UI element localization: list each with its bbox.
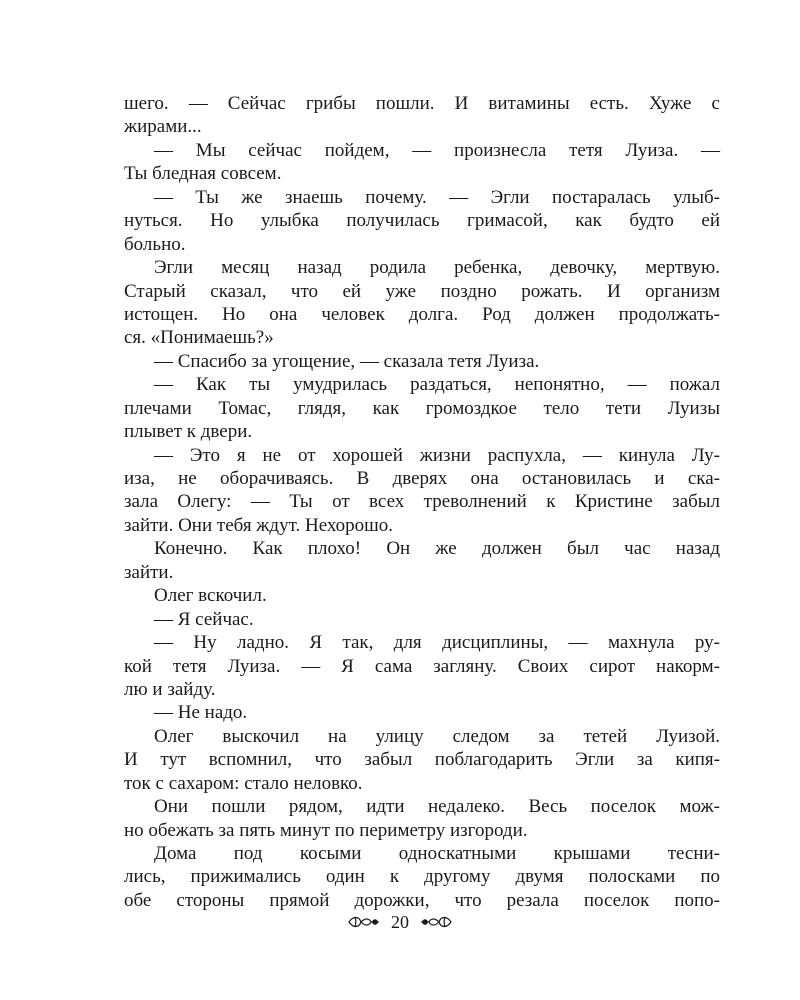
text-line: Олег вскочил. — [154, 585, 267, 607]
page-number: 20 — [391, 912, 409, 932]
text-line: — Не надо. — [154, 702, 248, 724]
floral-ornament-icon — [419, 914, 453, 930]
floral-ornament-icon — [347, 914, 381, 930]
text-line: — Я сейчас. — [154, 608, 254, 630]
text-line: зайти. Они тебя ждут. Нехорошо. — [124, 514, 394, 536]
text-line: плечами Томас, глядя, как громоздкое тело тети Луизы — [124, 397, 720, 419]
text-line: иза, не оборачиваясь. В дверях она остановилась и ска- — [124, 468, 720, 489]
page-footer — [0, 907, 800, 937]
text-line: но обежать за пять минут по периметру изгороди. — [124, 819, 528, 841]
text-line: истощен. Но она человек долга. Род должен продолжать- — [124, 303, 720, 325]
text-line: Эгли месяц назад родила ребенка, девочку, мертвую. — [154, 257, 720, 279]
text-line: Дома под косыми односкатными крышами тесни- — [154, 843, 720, 864]
text-line: жирами... — [124, 116, 202, 138]
text-line: лю и зайду. — [124, 678, 216, 700]
text-line: Конечно. Как плохо! Он же должен был час назад — [154, 538, 720, 560]
text-line: — Это я не от хорошей жизни распухла, — кинула Лу- — [154, 444, 720, 466]
text-line: шего. — Сейчас грибы пошли. И витамины есть. Хуже с — [124, 93, 720, 114]
text-line: Олег выскочил на улицу следом за тетей Луизой. — [154, 725, 720, 747]
text-line: больно. — [124, 233, 186, 255]
text-line: — Ну ладно. Я так, для дисциплины, — махнула ру- — [154, 632, 720, 654]
body-text — [124, 92, 720, 912]
text-line: Они пошли рядом, идти недалеко. Весь поселок мож- — [154, 796, 720, 818]
text-line: лись, прижимались один к другому двумя полосками по — [124, 866, 720, 888]
text-line: обе стороны прямой дорожки, что резала поселок попо- — [124, 889, 720, 911]
text-line: — Спасибо за угощение, — сказала тетя Луиза. — [154, 350, 540, 372]
text-line: кой тетя Луиза. — Я сама загляну. Своих сирот накорм- — [124, 655, 720, 677]
text-line: — Ты же знаешь почему. — Эгли постаралась улыб- — [154, 186, 720, 208]
text-line: зайти. — [124, 561, 174, 583]
text-line: Ты бледная совсем. — [124, 163, 282, 185]
text-line: нуться. Но улыбка получилась гримасой, как будто ей — [124, 210, 720, 232]
text-line: И тут вспомнил, что забыл поблагодарить Эгли за кипя- — [124, 749, 720, 771]
text-line: Старый сказал, что ей уже поздно рожать. И организм — [124, 280, 720, 302]
text-line: плывет к двери. — [124, 421, 253, 443]
text-line: зала Олегу: — Ты от всех треволнений к Кристине забыл — [124, 491, 720, 513]
text-line: ток с сахаром: стало неловко. — [124, 772, 363, 794]
text-line: — Мы сейчас пойдем, — произнесла тетя Луиза. — — [154, 139, 720, 161]
text-line: — Как ты умудрилась раздаться, непонятно, — пожал — [154, 374, 720, 396]
text-line: ся. «Понимаешь?» — [124, 327, 274, 349]
